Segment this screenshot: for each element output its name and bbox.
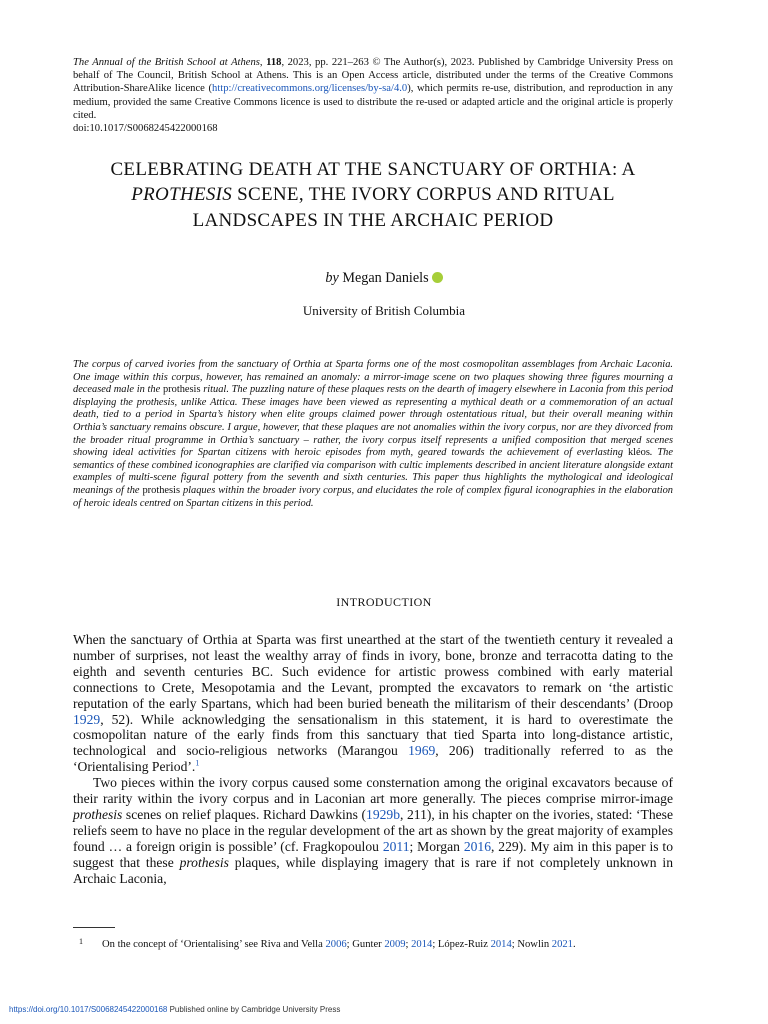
footnote-text: ; Nowlin xyxy=(511,939,552,950)
p2-text: Two pieces within the ivory corpus caused some consternation among the original excavators because of their rarity within the ivory corpus and in Laconian art more generally. The pieces comprise mirror-image xyxy=(73,775,673,807)
header-text-2: ), which permits re-use, distribution, and reproduction in any medium, provided the same Creative Commons licence is used to distribute the re-used or adapted article and the original article is properly cited. xyxy=(73,83,673,121)
footnote-divider xyxy=(73,927,115,928)
p2-text: plaques, while displaying imagery that is rare if not completely unknown in Archaic Laconia, xyxy=(73,854,673,886)
journal-header: The Annual of the British School at Athens, 118, 2023, pp. 221–263 © The Author(s), 2023. Published by Cambridge University Press on behalf of The Council, British School at Athens. This is an Open Access article, distributed under the terms of the Creative Commons Attribution-ShareAlike licence (http://creativecommons.org/licenses/by-sa/4.0), which permits re-use, distribution, and reproduction in any medium, provided the same Creative Commons licence is used to distribute the re-used or adapted article and the original article is properly cited. doi:10.1017/S0068245422000168 xyxy=(73,57,673,135)
p2-text: , 229). My aim in this paper is to suggest that these xyxy=(73,838,673,870)
footnote-number: 1 xyxy=(79,937,83,946)
citation-link[interactable]: 2014 xyxy=(411,939,433,950)
article-title xyxy=(73,157,673,233)
citation-link[interactable]: 2016 xyxy=(463,838,491,854)
citation-link[interactable]: 1929 xyxy=(73,711,101,727)
p2-term: prothesis xyxy=(73,806,123,822)
affiliation: University of British Columbia xyxy=(302,303,466,318)
abstract-text: plaques within the broader ivory corpus, and elucidates the role of complex figural iconographies in the elaboration of heroic ideals centred on Spartan citizens in this period. xyxy=(73,484,673,509)
doi-link[interactable]: https://doi.org/10.1017/S0068245422000168 xyxy=(9,1005,168,1014)
abstract-term: prothesis xyxy=(142,484,180,496)
citation-link[interactable]: 2011 xyxy=(382,838,410,854)
p2-text: ; Morgan xyxy=(409,838,464,854)
citation-link[interactable]: 2006 xyxy=(325,939,347,950)
footnote-text: ; xyxy=(405,939,412,950)
paragraph-1 xyxy=(73,632,673,775)
footnote xyxy=(73,935,673,951)
footnote-ref[interactable]: 1 xyxy=(195,758,200,768)
abstract-text: . The semantics of these combined iconographies are clarified via comparison with cultic implements described in ancient literature alongside extant examples of multi-scene figural pottery from the seventh and sixth centuries. This paper thus highlights the mythological and ideological meanings of the xyxy=(73,447,673,496)
abstract-text: The corpus of carved ivories from the sanctuary of Orthia at Sparta forms one of the most cosmopolitan assemblages from Archaic Laconia. One image within this corpus, however, has remained an anomaly: a mirror-image scene on two plaques showing three figures mourning a deceased male in the xyxy=(73,359,673,396)
title-italic: PROTHESIS xyxy=(131,184,233,206)
doi: doi:10.1017/S0068245422000168 xyxy=(73,123,218,135)
abstract-term: prothesis xyxy=(162,384,201,396)
byline xyxy=(0,270,768,287)
published-online-text: Published online by Cambridge University Press xyxy=(167,1005,341,1014)
body-text xyxy=(73,632,673,887)
header-text-1: , 2023, pp. 221–263 © The Author(s), 2023. Published by Cambridge University Press on behalf of The Council, British School at Athens. This is an Open Access article, distributed under the terms of the Creative Commons Attribution-ShareAlike licence ( xyxy=(73,57,673,95)
p2-text: , 211), in his chapter on the ivories, stated: ‘These reliefs seem to have no place in the regular development of the art as shown by the great majority of examples found … a foreign origin is possible’ (cf. Fragkopoulou xyxy=(73,806,673,854)
orcid-icon[interactable] xyxy=(432,272,443,283)
footnote-text: ; López-Ruiz xyxy=(432,939,491,950)
p2-text: scenes on relief plaques. Richard Dawkins ( xyxy=(122,806,367,822)
footnote-text: On the concept of ‘Orientalising’ see Riva and Vella xyxy=(102,939,326,950)
citation-link[interactable]: 2014 xyxy=(490,939,512,950)
footnote-text: ; Gunter xyxy=(346,939,385,950)
volume-number: 118 xyxy=(266,57,282,68)
title-part-1: CELEBRATING DEATH AT THE SANCTUARY OF ORTHIA: A xyxy=(110,159,636,180)
abstract xyxy=(73,359,673,510)
section-heading: INTRODUCTION xyxy=(336,595,432,609)
publisher-footer xyxy=(9,1005,340,1014)
citation-link[interactable]: 2021 xyxy=(551,939,573,950)
p2-term: prothesis xyxy=(179,854,229,870)
abstract-text: ritual. The puzzling nature of these plaques rests on the dearth of imagery elsewhere in Laconia from this period displaying the prothesis, unlike Attica. These images have been viewed as representing a mythical death or a commemoration of an actual death, tied to a period in Sparta’s history when elite groups claimed power through ostentatious ritual, but their overall meaning within Orthia’s sanctuary remains obscure. I argue, however, that these plaques are not anomalies within the ivory corpus, nor are they divorced from the broader ritual programme in Orthia’s sanctuary – rather, the ivory corpus itself represents a unified composition that merged scenes showing ideal activities for Spartan citizens with heroic episodes from myth, geared towards the achievement of everlasting xyxy=(73,384,673,459)
citation-link[interactable]: 2009 xyxy=(384,939,406,950)
citation-link[interactable]: 1929b xyxy=(366,806,400,822)
p1-text: , 52). While acknowledging the sensationalism in this statement, it is hard to overestimate the cosmopolitan nature of the early finds from this sanctuary that tied Sparta into long-distance artistic, technological and socio-religious networks (Marangou xyxy=(73,711,673,759)
p1-text: When the sanctuary of Orthia at Sparta was first unearthed at the start of the twentieth century it revealed a number of surprises, not least the wealthy array of finds in ivory, bone, bronze and terracotta dating to the eighth and seventh centuries BC. Such evidence for artistic prowess combined with early material connections to Crete, Mesopotamia and the Levant, prompted the excavators to remark on ‘the artistic reputation of the early Spartans, which had been buried beneath the militarism of their descendants’ (Droop xyxy=(73,632,673,711)
p1-text: , 206) traditionally referred to as the ‘Orientalising Period’. xyxy=(73,743,673,775)
footnote-text: . xyxy=(572,939,576,950)
byline-by: by xyxy=(325,270,339,286)
licence-link[interactable]: http://creativecommons.org/licenses/by-sa/4.0 xyxy=(212,83,408,95)
journal-name: The Annual of the British School at Athens xyxy=(73,57,260,68)
citation-link[interactable]: 1969 xyxy=(408,743,436,759)
title-part-2: SCENE, THE IVORY CORPUS AND RITUAL LANDSCAPES IN THE ARCHAIC PERIOD xyxy=(192,184,615,231)
abstract-term: kléos xyxy=(627,447,650,459)
paragraph-2 xyxy=(73,775,673,886)
author-name[interactable]: Megan Daniels xyxy=(342,270,429,286)
